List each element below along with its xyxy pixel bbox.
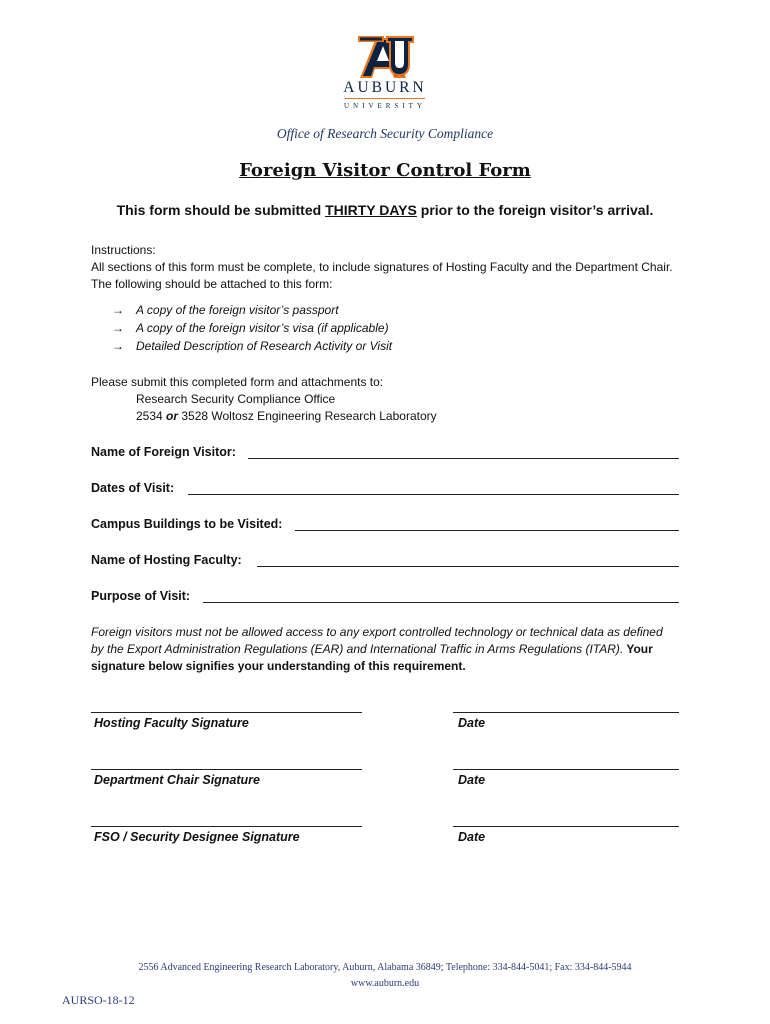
room-or: or xyxy=(166,409,179,423)
notice-italic: Foreign visitors must not be allowed access to any export controlled technology or technical data as defined by the Export Administration Regulations (EAR) and International Traffic in Arms Regulations (ITAR). xyxy=(91,625,663,656)
room-b: 3528 Woltosz Engineering Research Laboratory xyxy=(178,409,437,423)
department-chair-signature-line[interactable] xyxy=(91,769,362,770)
fso-signature-line[interactable] xyxy=(91,826,362,827)
date-label: Date xyxy=(458,773,486,787)
form-subtitle xyxy=(0,202,770,218)
signature-label: FSO / Security Designee Signature xyxy=(94,830,300,844)
auburn-au-logo-icon xyxy=(356,34,414,80)
purpose-input[interactable] xyxy=(203,602,679,603)
fso-date-line[interactable] xyxy=(453,826,679,827)
logo-divider xyxy=(345,98,425,99)
attachment-item xyxy=(112,321,389,335)
instructions-heading: Instructions: xyxy=(91,243,156,257)
instructions-body: All sections of this form must be complete, to include signatures of Hosting Faculty and the Department Chair. The following should be attached to this form: xyxy=(91,260,673,291)
subtitle-pre: This form should be submitted xyxy=(116,202,326,218)
field-label-dates: Dates of Visit: xyxy=(91,481,175,495)
office-name: Office of Research Security Compliance xyxy=(276,126,494,141)
hosting-faculty-input[interactable] xyxy=(257,566,679,567)
arrow-right-icon: → xyxy=(112,339,124,353)
field-label-purpose: Purpose of Visit: xyxy=(91,589,191,603)
visit-dates-input[interactable] xyxy=(188,494,679,495)
notice-bold: Your signature below signifies your understanding of this requirement. xyxy=(91,642,653,673)
signature-label: Hosting Faculty Signature xyxy=(94,716,249,730)
field-label-buildings: Campus Buildings to be Visited: xyxy=(91,517,283,531)
attachment-text: A copy of the foreign visitor’s visa (if applicable) xyxy=(136,321,389,335)
campus-buildings-input[interactable] xyxy=(295,530,679,531)
footer-address: 2556 Advanced Engineering Research Laboratory, Auburn, Alabama 36849; Telephone: 334-844-5041; Fax: 334-844-5944 xyxy=(138,962,632,973)
hosting-faculty-date-line[interactable] xyxy=(453,712,679,713)
attachment-text: Detailed Description of Research Activity or Visit xyxy=(136,339,393,353)
form-title: Foreign Visitor Control Form xyxy=(239,160,531,181)
field-label-hosting-faculty: Name of Hosting Faculty: xyxy=(91,553,242,567)
submission-rooms xyxy=(136,408,437,425)
date-label: Date xyxy=(458,716,486,730)
hosting-faculty-signature-line[interactable] xyxy=(91,712,362,713)
date-label: Date xyxy=(458,830,486,844)
room-a: 2534 xyxy=(136,409,167,423)
subtitle-post: prior to the foreign visitor’s arrival. xyxy=(416,202,654,218)
export-control-notice xyxy=(91,624,671,675)
arrow-right-icon: → xyxy=(112,321,124,335)
field-label-visitor-name: Name of Foreign Visitor: xyxy=(91,445,236,459)
logo-wordmark: AUBURN xyxy=(343,79,427,96)
submission-office: Research Security Compliance Office xyxy=(136,392,336,406)
department-chair-date-line[interactable] xyxy=(453,769,679,770)
footer-url: www.auburn.edu xyxy=(350,978,420,989)
form-code: AURSO-18-12 xyxy=(62,993,135,1007)
arrow-right-icon: → xyxy=(112,303,124,317)
attachment-item xyxy=(112,303,339,317)
attachment-item xyxy=(112,339,392,353)
submission-intro: Please submit this completed form and attachments to: xyxy=(91,375,384,389)
visitor-name-input[interactable] xyxy=(248,458,679,459)
attachment-text: A copy of the foreign visitor’s passport xyxy=(136,303,339,317)
logo-subtext: UNIVERSITY xyxy=(344,102,426,110)
subtitle-emphasis: THIRTY DAYS xyxy=(325,202,417,218)
signature-label: Department Chair Signature xyxy=(94,773,261,787)
